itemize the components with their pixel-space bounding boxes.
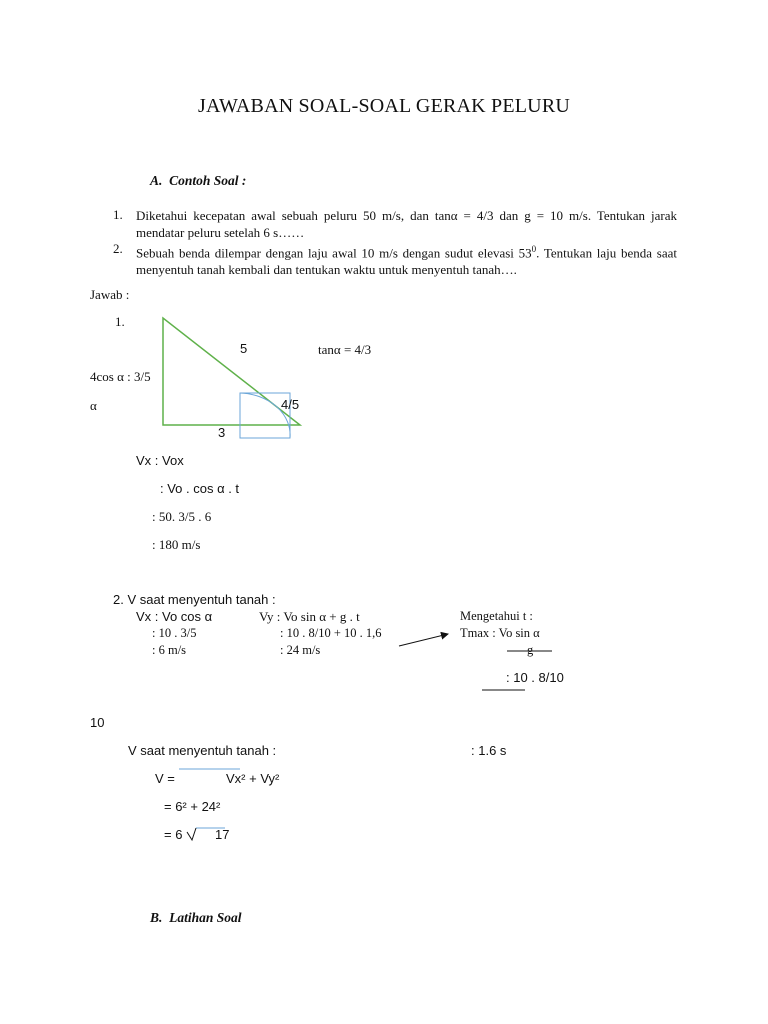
section-a-letter: A. [150, 173, 163, 188]
vx-head: Vx : Vo cos α [136, 609, 213, 624]
t-result: : 1.6 s [471, 743, 507, 758]
t-head: Mengetahui t : [460, 609, 533, 623]
v-equation-1-rhs: Vx² + Vy² [226, 771, 280, 786]
section-b-label: Latihan Soal [169, 910, 242, 925]
alpha-label: α [90, 398, 97, 413]
section-b-heading [150, 910, 242, 926]
v-label: V saat menyentuh tanah : [128, 743, 277, 758]
vx-line-1: Vx : Vox [136, 453, 184, 468]
v-equation-2: = 6² + 24² [164, 799, 221, 814]
vy-head: Vy : Vo sin α + g . t [259, 609, 360, 624]
question-1-number: 1. [113, 207, 123, 222]
vx-line-2: : Vo . cos α . t [160, 481, 240, 496]
hypotenuse-label: 5 [240, 341, 248, 356]
question-2-text: Sebuah benda dilempar dengan laju awal 10 m/s dengan sudut elevasi $53^0$. Tentukan laju benda saat menyentuh tanah kembali dan tentukan waktu untuk menyentuh tanah…. [136, 244, 677, 278]
section-a-label: Contoh Soal : [169, 173, 247, 188]
vx-step-2: : 6 m/s [152, 643, 187, 657]
arc-label: 4/5 [281, 397, 300, 412]
tan-label: tanα = 4/3 [318, 342, 372, 357]
jawab-label: Jawab : [90, 287, 130, 302]
tmax-formula: Tmax : Vo sin α [460, 626, 540, 640]
sqrt-sign [187, 828, 196, 840]
fraction-denominator: 10 [90, 715, 105, 730]
arrow-to-t [399, 634, 448, 646]
v-equation-1: V = [155, 771, 175, 786]
cos-label: 4cos α : 3/5 [90, 369, 151, 384]
question-2-number: 2. [113, 241, 123, 256]
vx-step-1: : 10 . 3/5 [152, 626, 197, 640]
v-equation-3-b: 17 [215, 827, 230, 842]
vx-line-4: : 180 m/s [152, 537, 201, 552]
page-title: JAWABAN SOAL-SOAL GERAK PELURU [198, 95, 570, 117]
vy-step-1: : 10 . 8/10 + 10 . 1,6 [280, 626, 382, 640]
answer-2-heading: 2. V saat menyentuh tanah : [113, 592, 276, 607]
question-1-text: Diketahui kecepatan awal sebuah peluru 50 m/s, dan tanα = 4/3 dan g = 10 m/s. Tentukan jarak mendatar peluru setelah 6 s…… [136, 208, 677, 240]
section-b-letter: B. [150, 910, 163, 925]
vx-line-3: : 50. 3/5 . 6 [152, 509, 212, 524]
fraction-value: : 10 . 8/10 [506, 670, 564, 685]
base-label: 3 [218, 425, 226, 440]
answer-1-number: 1. [115, 314, 125, 329]
vy-step-2: : 24 m/s [280, 643, 321, 657]
g-denominator: g [527, 643, 534, 657]
v-equation-3-a: = 6 [164, 827, 183, 842]
